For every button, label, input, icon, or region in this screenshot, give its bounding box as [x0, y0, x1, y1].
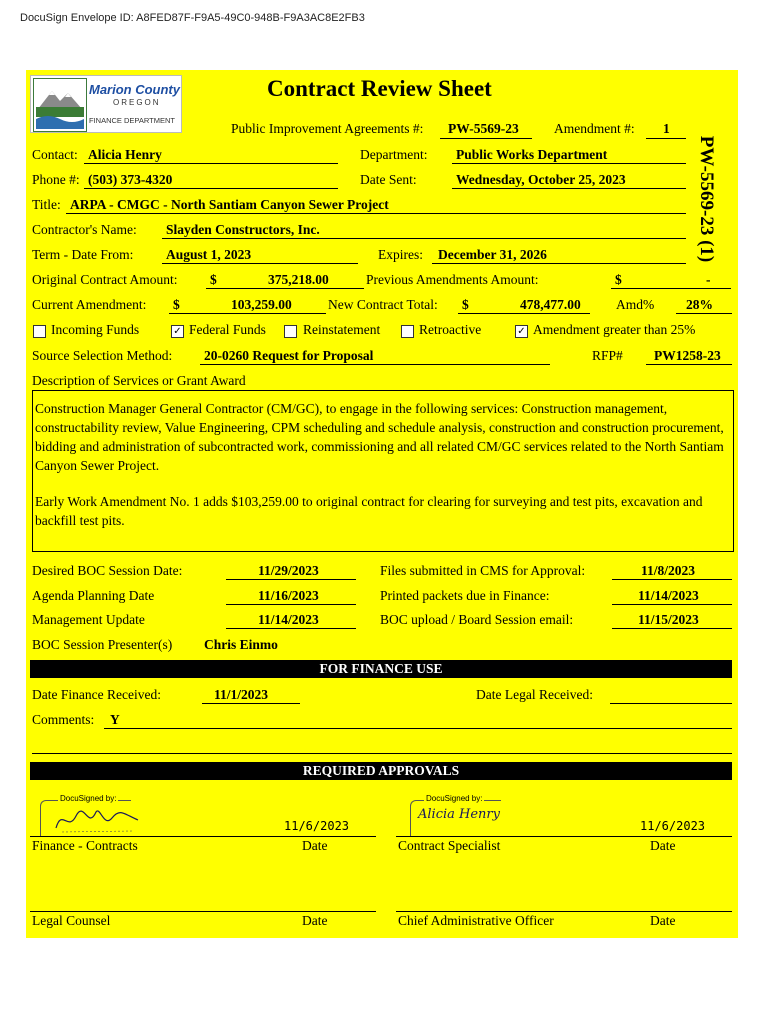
- title-label: Title:: [32, 197, 61, 212]
- sig-date-1: 11/6/2023: [284, 819, 350, 833]
- comments-label: Comments:: [32, 712, 95, 727]
- required-approvals-bar: REQUIRED APPROVALS: [30, 762, 732, 780]
- new-total-currency: $: [462, 297, 469, 312]
- orig-amount-label: Original Contract Amount:: [32, 272, 178, 287]
- page-title: Contract Review Sheet: [267, 76, 492, 101]
- checkbox-incoming-funds[interactable]: [33, 325, 46, 338]
- date-label-3: Date: [302, 913, 328, 928]
- finance-use-bar: FOR FINANCE USE: [30, 660, 732, 678]
- legal-received-label: Date Legal Received:: [476, 687, 593, 702]
- presenter-value: Chris Einmo: [204, 637, 278, 652]
- packets-value: 11/14/2023: [638, 588, 699, 603]
- signature-contract-specialist: Alicia Henry: [418, 807, 500, 822]
- date-label-4: Date: [650, 913, 676, 928]
- pia-label: Public Improvement Agreements #:: [231, 121, 424, 136]
- agenda-value: 11/16/2023: [258, 588, 319, 603]
- rfp-value: PW1258-23: [654, 348, 721, 363]
- checkbox-label-reinstatement: Reinstatement: [303, 322, 381, 337]
- expires-label: Expires:: [378, 247, 423, 262]
- current-amend-value: 103,259.00: [231, 297, 292, 312]
- date-sent-label: Date Sent:: [360, 172, 417, 187]
- side-label: PW-5569-23 (1): [696, 135, 717, 263]
- boc-upload-label: BOC upload / Board Session email:: [380, 612, 574, 627]
- term-label: Term - Date From:: [32, 247, 134, 262]
- orig-amount-value: 375,218.00: [268, 272, 329, 287]
- description-box: [32, 390, 734, 552]
- agenda-label: Agenda Planning Date: [32, 588, 155, 603]
- phone-value: (503) 373-4320: [88, 172, 173, 187]
- contractor-value: Slayden Constructors, Inc.: [166, 222, 320, 237]
- sig-date-2: 11/6/2023: [640, 819, 706, 833]
- logo-county-name: Marion County: [89, 82, 180, 97]
- docusigned-by-label-2: DocuSigned by:: [426, 794, 483, 803]
- legal-counsel-label: Legal Counsel: [32, 913, 111, 928]
- boc-upload-value: 11/15/2023: [638, 612, 699, 627]
- current-currency: $: [173, 297, 180, 312]
- contact-label: Contact:: [32, 147, 78, 162]
- checkbox-retroactive[interactable]: [401, 325, 414, 338]
- contractor-label: Contractor's Name:: [32, 222, 137, 237]
- checkbox-amendment-over-25[interactable]: ✓: [515, 325, 528, 338]
- date-sent-value: Wednesday, October 25, 2023: [456, 172, 626, 187]
- amd-pct-value: 28%: [686, 297, 713, 312]
- checkbox-label-amendment-over-25: Amendment greater than 25%: [533, 322, 696, 337]
- boc-date-label: Desired BOC Session Date:: [32, 563, 183, 578]
- contract-review-sheet: [26, 70, 738, 938]
- description-text: [33, 399, 731, 528]
- source-label: Source Selection Method:: [32, 348, 173, 363]
- prev-amend-value: -: [706, 272, 711, 287]
- finance-received-value: 11/1/2023: [214, 687, 269, 702]
- description-paragraph-2: Early Work Amendment No. 1 adds $103,259.00 to original contract for clearing for surveying and test pits, excavation and backfill test pits.: [35, 494, 703, 528]
- finance-contracts-label: Finance - Contracts: [32, 838, 138, 853]
- new-total-label: New Contract Total:: [328, 297, 438, 312]
- orig-currency: $: [210, 272, 217, 287]
- files-cms-label: Files submitted in CMS for Approval:: [380, 563, 586, 578]
- packets-label: Printed packets due in Finance:: [380, 588, 550, 603]
- prev-amend-label: Previous Amendments Amount:: [366, 272, 539, 287]
- new-total-value: 478,477.00: [520, 297, 581, 312]
- phone-label: Phone #:: [32, 172, 80, 187]
- department-value: Public Works Department: [456, 147, 608, 162]
- signature-finance-contracts: [52, 802, 142, 836]
- checkbox-label-federal-funds: Federal Funds: [189, 322, 266, 337]
- logo-state: OREGON: [113, 98, 161, 107]
- term-value: August 1, 2023: [166, 247, 252, 262]
- date-label-2: Date: [650, 838, 676, 853]
- department-label: Department:: [360, 147, 428, 162]
- description-paragraph-1: Construction Manager General Contractor (CM/GC), to engage in the following services: Construction management, constructability review, Value Engineering, CPM scheduling and schedule analysis, construction and construction procurement, bidding and administration of subcontracted work, commissioning and all related CM/GC services related to the North Santiam Canyon Sewer Project.: [35, 401, 724, 473]
- files-cms-value: 11/8/2023: [641, 563, 696, 578]
- rfp-label: RFP#: [592, 348, 623, 363]
- checkbox-federal-funds[interactable]: ✓: [171, 325, 184, 338]
- finance-received-label: Date Finance Received:: [32, 687, 161, 702]
- logo-department: FINANCE DEPARTMENT: [89, 116, 175, 125]
- pia-value: PW-5569-23: [448, 121, 519, 136]
- source-value: 20-0260 Request for Proposal: [204, 348, 374, 363]
- checkbox-reinstatement[interactable]: [284, 325, 297, 338]
- docusigned-by-label-1: DocuSigned by:: [60, 794, 117, 803]
- description-label: Description of Services or Grant Award: [32, 373, 246, 388]
- mgmt-label: Management Update: [32, 612, 145, 627]
- mountain-landscape-icon: [33, 78, 87, 132]
- checkbox-label-incoming-funds: Incoming Funds: [51, 322, 140, 337]
- checkbox-label-retroactive: Retroactive: [419, 322, 482, 337]
- title-value: ARPA - CMGC - North Santiam Canyon Sewer Project: [70, 197, 389, 212]
- prev-currency: $: [615, 272, 622, 287]
- presenter-label: BOC Session Presenter(s): [32, 637, 173, 652]
- date-label-1: Date: [302, 838, 328, 853]
- current-amend-label: Current Amendment:: [32, 297, 147, 312]
- comments-value: Y: [110, 712, 120, 727]
- cao-label: Chief Administrative Officer: [398, 913, 554, 928]
- amendment-label: Amendment #:: [554, 121, 635, 136]
- boc-date-value: 11/29/2023: [258, 563, 319, 578]
- marion-county-logo: [30, 75, 182, 133]
- contract-specialist-label: Contract Specialist: [398, 838, 501, 853]
- amendment-value: 1: [663, 121, 670, 136]
- expires-value: December 31, 2026: [438, 247, 547, 262]
- mgmt-value: 11/14/2023: [258, 612, 319, 627]
- docusign-envelope-id: DocuSign Envelope ID: A8FED87F-F9A5-49C0-948B-F9A3AC8E2FB3: [20, 12, 365, 24]
- amd-pct-label: Amd%: [616, 297, 655, 312]
- contact-value: Alicia Henry: [88, 147, 162, 162]
